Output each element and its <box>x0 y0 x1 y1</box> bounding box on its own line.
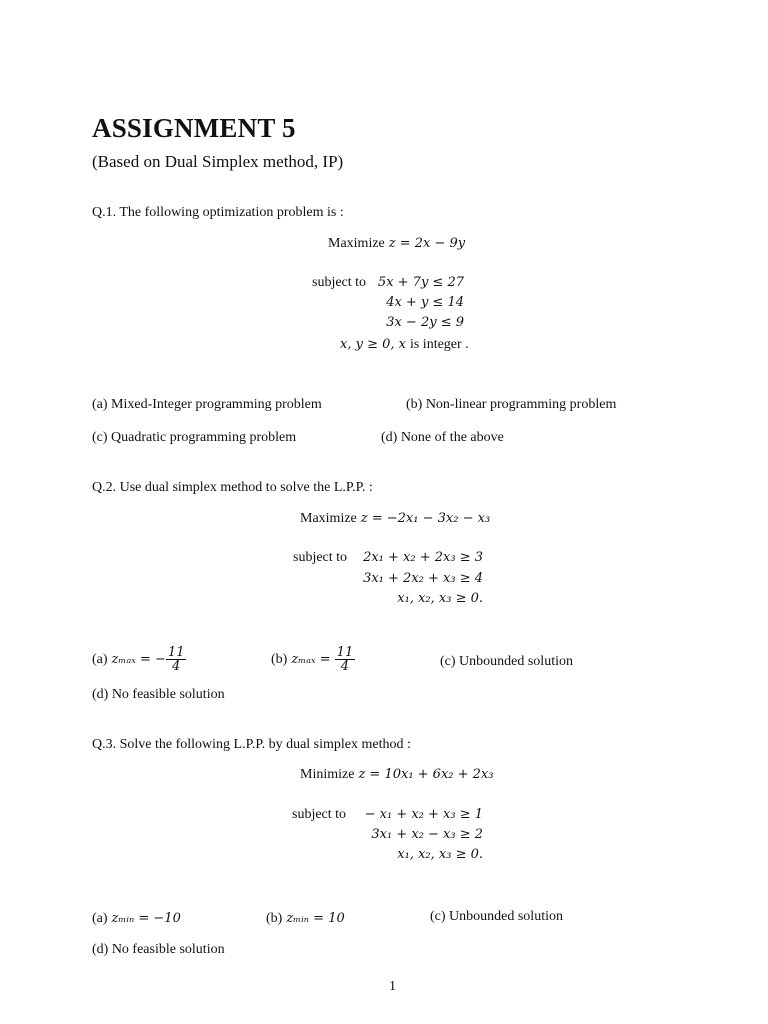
q3-objective: z = 10x₁ + 6x₂ + 2x₃ <box>358 767 494 782</box>
q1-domain-math: x, y ≥ 0, x <box>340 337 406 352</box>
q1-option-b: (b) Non-linear programming problem <box>406 397 617 412</box>
q2-objective-label: Maximize <box>300 511 357 526</box>
q1-constraint-3: 3x − 2y ≤ 9 <box>386 315 464 330</box>
q2-constraint-2: 3x₁ + 2x₂ + x₃ ≥ 4 <box>363 571 483 586</box>
q2-question: Q.2. Use dual simplex method to solve the L.P.P. : <box>92 480 373 495</box>
q2-option-b <box>271 646 355 673</box>
q2-subject-to: subject to <box>293 550 348 565</box>
q3-option-b <box>266 909 345 927</box>
q3-option-c: (c) Unbounded solution <box>430 909 563 924</box>
q3-option-a-label: (a) <box>92 911 108 926</box>
q2-objective: z = −2x₁ − 3x₂ − x₃ <box>360 511 491 526</box>
q3-option-a-math: zₘᵢₙ = −10 <box>111 911 181 926</box>
q2-option-b-label: (b) <box>271 652 288 668</box>
q2-option-b-denominator: 4 <box>340 659 350 674</box>
q1-domain-text: is integer . <box>409 337 469 352</box>
q1-constraint-1: 5x + 7y ≤ 27 <box>377 275 464 290</box>
q2-option-b-numerator: 11 <box>336 645 354 660</box>
q3-constraint-3: x₁, x₂, x₃ ≥ 0. <box>397 847 483 862</box>
q3-constraint-2: 3x₁ + x₂ − x₃ ≥ 2 <box>371 827 483 842</box>
q3-option-a <box>92 909 181 927</box>
q2-option-d: (d) No feasible solution <box>92 687 225 702</box>
q2-option-a-denominator: 4 <box>172 659 181 674</box>
q1-subject-to: subject to <box>312 275 367 290</box>
q3-objective-row <box>300 765 493 783</box>
q3-constraint-1: − x₁ + x₂ + x₃ ≥ 1 <box>364 807 483 822</box>
q2-objective-row <box>300 509 490 527</box>
q3-option-b-math: zₘᵢₙ = 10 <box>286 911 345 926</box>
q2-option-c: (c) Unbounded solution <box>440 654 573 669</box>
q1-option-d: (d) None of the above <box>381 430 504 445</box>
q1-domain <box>340 335 469 353</box>
page-title: ASSIGNMENT 5 <box>92 113 296 143</box>
q2-constraint-1: 2x₁ + x₂ + 2x₃ ≥ 3 <box>363 550 483 565</box>
q2-option-a-fraction <box>166 646 187 673</box>
q2-option-a <box>92 646 186 673</box>
q1-objective-row <box>328 234 465 252</box>
q1-option-a: (a) Mixed-Integer programming problem <box>92 397 322 412</box>
q2-option-a-numerator: 11 <box>167 645 185 660</box>
q3-objective-label: Minimize <box>300 767 355 782</box>
page-subtitle: (Based on Dual Simplex method, IP) <box>92 152 344 171</box>
page-number: 1 <box>389 979 396 994</box>
q1-option-c: (c) Quadratic programming problem <box>92 430 297 445</box>
q3-option-d: (d) No feasible solution <box>92 942 225 957</box>
q2-constraint-3: x₁, x₂, x₃ ≥ 0. <box>397 591 483 606</box>
q1-objective-label: Maximize <box>328 236 385 251</box>
q1-objective: z = 2x − 9y <box>388 236 466 251</box>
q3-question: Q.3. Solve the following L.P.P. by dual simplex method : <box>92 737 411 752</box>
q2-option-a-label: (a) <box>92 652 108 668</box>
q3-option-b-label: (b) <box>266 911 283 926</box>
q1-constraint-2: 4x + y ≤ 14 <box>386 295 464 310</box>
q3-subject-to: subject to <box>292 807 347 822</box>
q1-question: Q.1. The following optimization problem is : <box>92 205 344 220</box>
q2-option-b-fraction <box>335 646 356 673</box>
q2-option-a-math: zₘₐₓ = − <box>111 652 166 668</box>
q2-option-b-math: zₘₐₓ = <box>291 652 331 668</box>
